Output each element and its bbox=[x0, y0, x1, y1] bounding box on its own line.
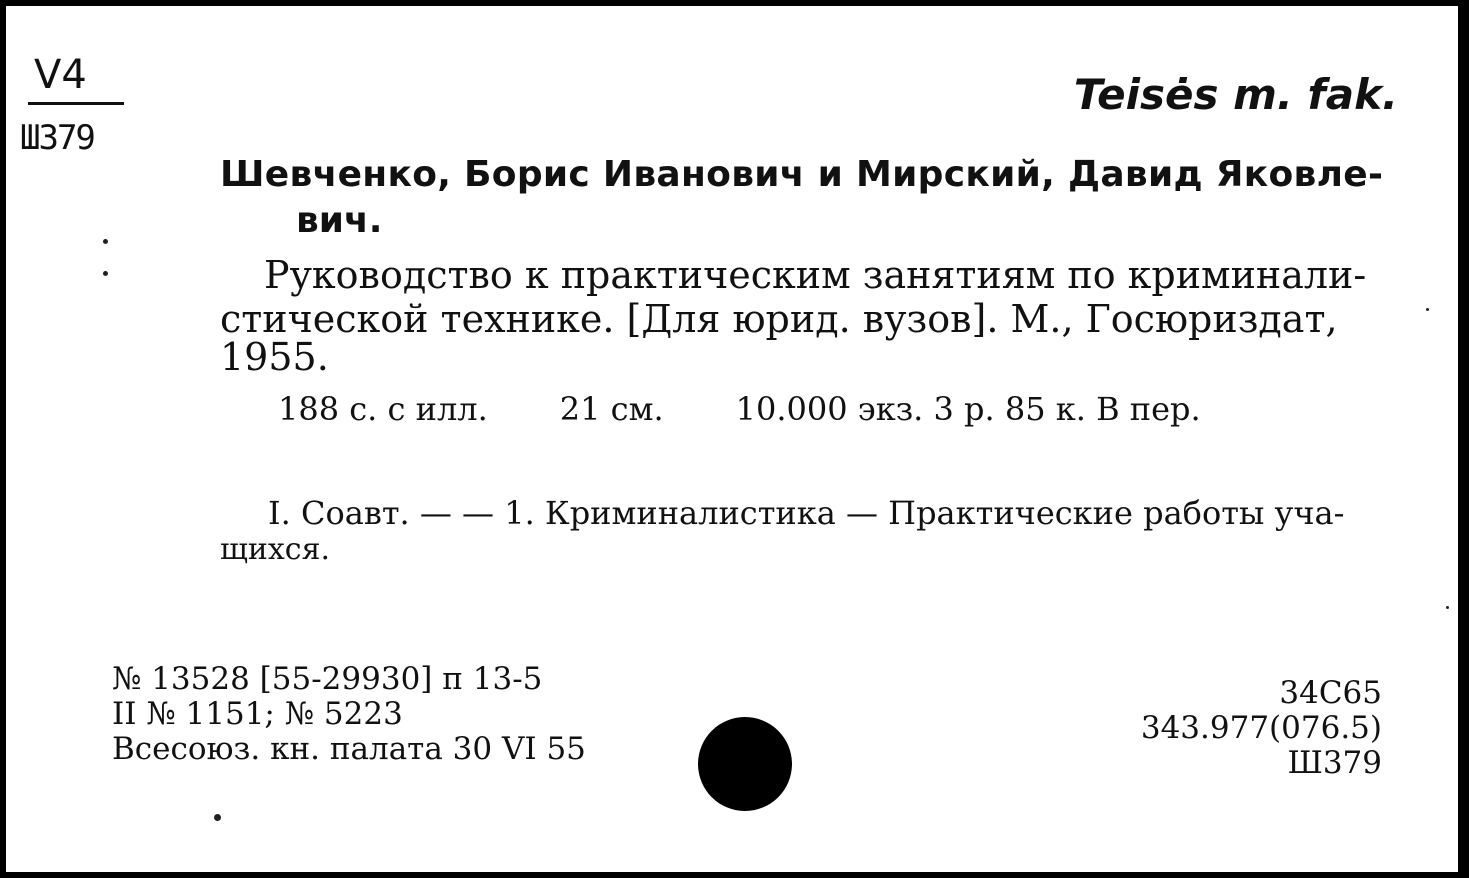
speck bbox=[1426, 308, 1429, 311]
speck bbox=[214, 814, 221, 821]
shelfmark-bottom: Ш379 bbox=[20, 118, 94, 158]
catalog-card bbox=[6, 6, 1458, 872]
registration-line-1: № 13528 [55-29930] п 13-5 bbox=[112, 661, 543, 697]
subject-headings: I. Соавт. — — 1. Криминалистика — Практические работы уча- bbox=[268, 494, 1345, 532]
author-line: Шевченко, Борис Иванович и Мирский, Давид Яковле- bbox=[220, 154, 1384, 195]
classification-line-3: Ш379 bbox=[1287, 745, 1382, 781]
registration-numbers bbox=[112, 662, 586, 767]
handwritten-note: Teisės m. fak. bbox=[1073, 70, 1398, 119]
classification-line-1: 34С65 bbox=[1279, 675, 1382, 711]
classification-line-2: 343.977(076.5) bbox=[1140, 710, 1382, 746]
classification-codes bbox=[1141, 676, 1382, 781]
pages-info: 188 с. с илл. bbox=[278, 390, 488, 428]
speck bbox=[103, 271, 108, 276]
physical-description bbox=[278, 390, 1201, 428]
copies-price-info: 10.000 экз. 3 р. 85 к. В пер. bbox=[735, 390, 1201, 428]
author-line-continued: вич. bbox=[296, 200, 383, 241]
title-line-3: 1955. bbox=[220, 335, 329, 379]
title-line-2: стической технике. [Для юрид. вузов]. М., Госюриздат, bbox=[220, 297, 1338, 341]
shelfmark-divider bbox=[28, 102, 124, 105]
registration-line-3: Всесоюз. кн. палата 30 VI 55 bbox=[112, 731, 586, 767]
subject-headings-continued: щихся. bbox=[220, 532, 331, 567]
registration-line-2: II № 1151; № 5223 bbox=[112, 696, 403, 732]
title-line-1: Руководство к практическим занятиям по криминали- bbox=[264, 253, 1367, 297]
speck bbox=[103, 239, 108, 244]
shelfmark-top: V4 bbox=[34, 52, 87, 98]
speck bbox=[1446, 606, 1449, 609]
punch-hole bbox=[698, 717, 792, 811]
size-info: 21 см. bbox=[559, 390, 664, 428]
